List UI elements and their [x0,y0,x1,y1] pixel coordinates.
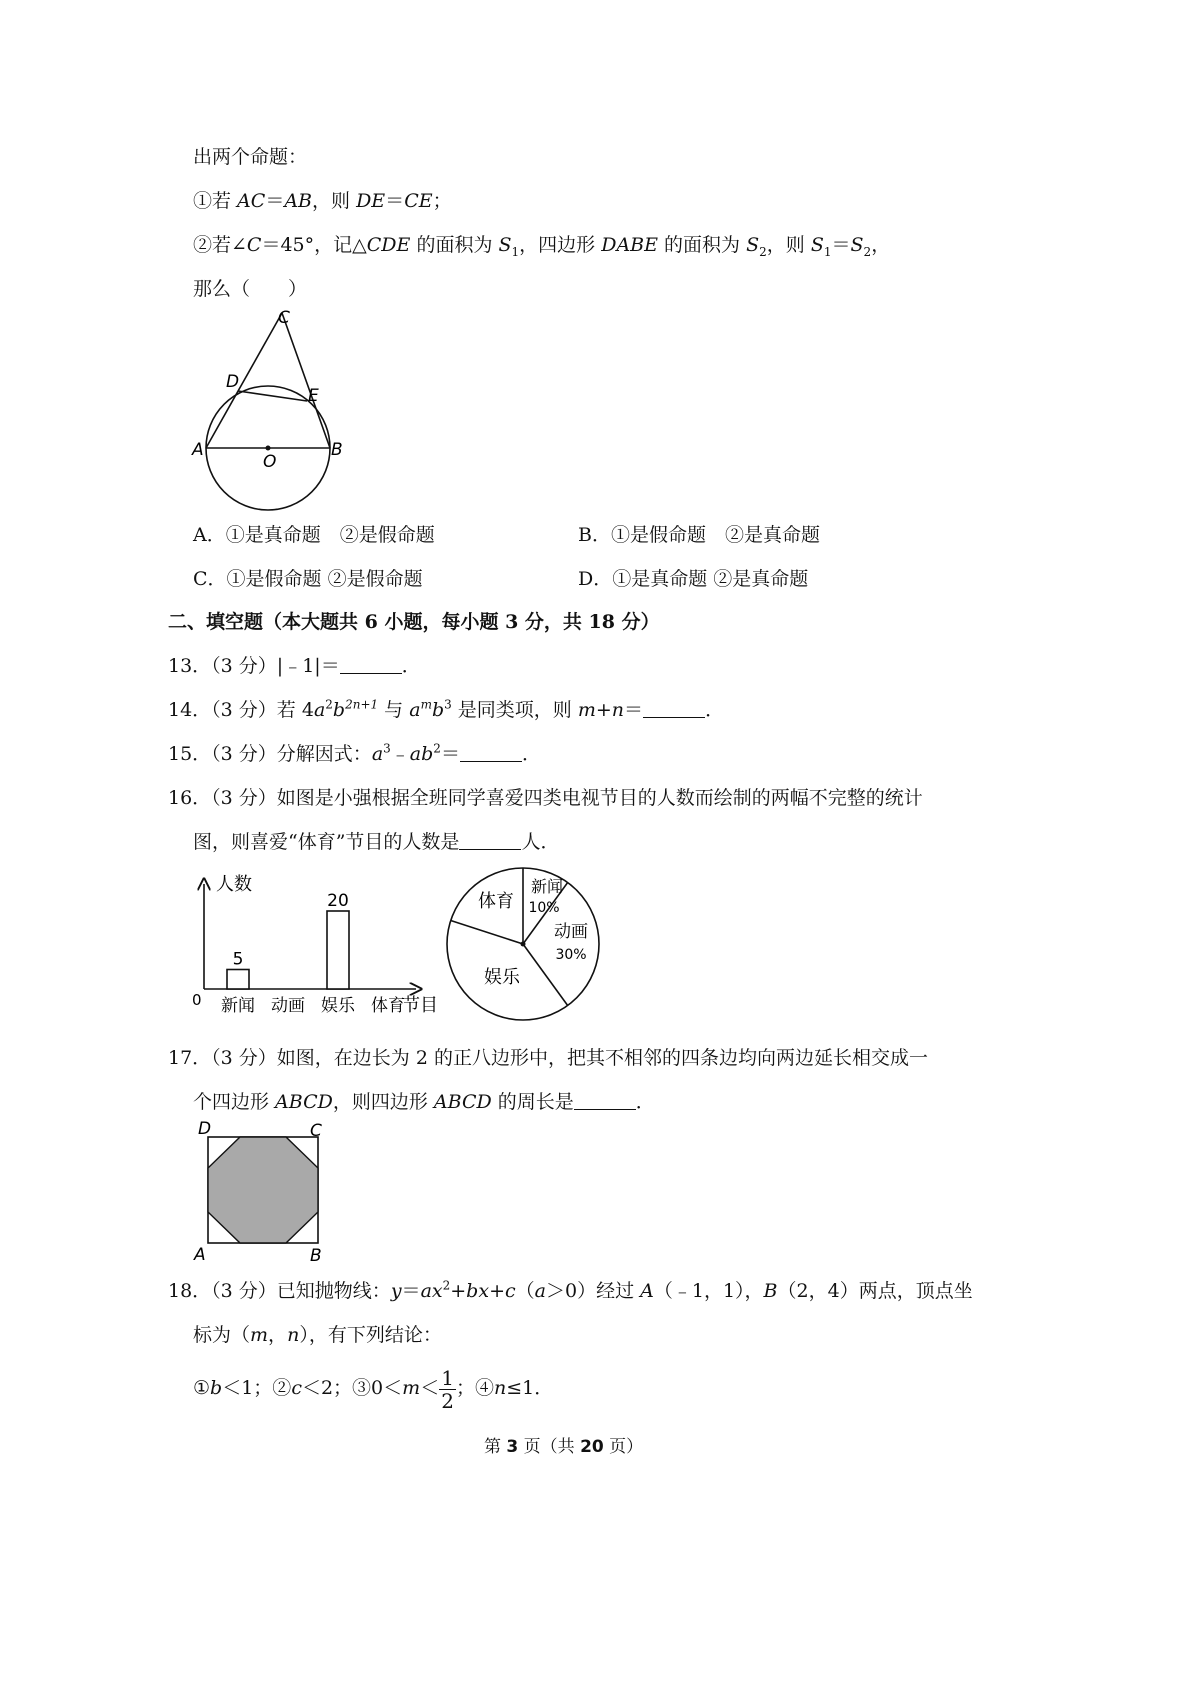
q18-l3-m: m [402,1377,421,1399]
pie-slice-label-3: 体育 [478,891,514,912]
q17-octagon-figure [192,1118,332,1266]
q18-l3-t4: ；④ [455,1377,494,1399]
origin-label: 0 [192,991,202,1009]
q18-line2 [193,1322,442,1348]
q18-point-b: B [763,1280,778,1302]
q15-eq: ＝ [440,743,460,765]
q16-bar-chart [188,868,448,1018]
q17-line2 [193,1089,655,1115]
fraction-numerator: 1 [441,1365,454,1390]
p2-s2b: S [850,234,864,256]
footer-c: 页） [603,1437,644,1457]
q14-b2-sup: 3 [444,697,452,712]
q18-l3-t1: ＜1；② [222,1377,292,1399]
fraction-one-half [439,1367,456,1412]
p2-s2: S [746,234,760,256]
q18-l2a: 标为（ [193,1324,251,1346]
option-a: A．①是真命题 ②是假命题 [193,524,435,546]
q14-a-sup: 2 [325,697,333,712]
p2-t1: 的面积为 [410,234,499,256]
page-footer [484,1434,643,1460]
q14 [168,697,724,723]
q14-a2: a [409,699,421,721]
q18-cond-a: a [534,1280,546,1302]
q16-line1: 16．（3 分）如图是小强根据全班同学喜爱四类电视节目的人数而绘制的两幅不完整的统计 [168,787,923,809]
y-axis-label: 人数 [216,874,252,895]
p2-s2-sub: 2 [759,244,767,259]
q12-proposition-2 [193,232,890,258]
p2-deg: ＝45°，记△ [261,234,367,256]
p2-t3: 的面积为 [658,234,747,256]
q18-n: n [287,1324,300,1346]
q12-intro: 出两个命题： [193,146,308,168]
q14-b: b [332,699,346,721]
q18-line3 [193,1366,553,1412]
label-d: D [198,1119,212,1139]
q18-cond-open: （ [515,1280,535,1302]
q15-ab-sup: 2 [433,741,441,756]
q18-b-coord: （2，4）两点，顶点坐 [777,1280,973,1302]
q18-ax: ax [420,1280,443,1302]
label-a: A [194,1245,206,1265]
q18-l3-b: b [210,1377,223,1399]
q17-line1: 17．（3 分）如图，在边长为 2 的正八边形中，把其不相邻的四条边均向两边延长相交成一 [168,1047,928,1069]
answer-blank [643,699,705,718]
q18-line1 [168,1278,973,1304]
q13-end: ． [401,655,421,677]
label-c: C [310,1121,322,1141]
q18-l3-t5: ≤1． [506,1377,554,1399]
bar-value-label-2: 20 [327,891,349,911]
q13 [168,653,421,679]
q14-a2-sup: m [420,697,432,712]
bar-0 [227,970,249,990]
q18-point-a: A [640,1280,654,1302]
answer-blank [459,831,521,850]
pie-divider-3 [451,921,523,944]
segment-bc [282,313,330,448]
pie-slice-label-1: 动画 [554,922,588,942]
p2-eq: ＝ [831,234,851,256]
p2-s2b-sub: 2 [863,244,872,259]
answer-blank [340,655,402,674]
answer-blank [460,743,522,762]
q14-mn: m+n [577,699,625,721]
option-b: B．①是假命题 ②是真命题 [578,524,820,546]
q18-bx: bx [466,1280,490,1302]
q14-text: 14．（3 分）若 4 [168,699,314,721]
label-a: A [192,440,204,460]
q15-end: ． [521,743,541,765]
pie-slice-label-0: 新闻 [530,877,564,896]
q18-l3-t3: ＜ [420,1377,440,1399]
q16-line2 [193,829,559,855]
q15-a: a [371,743,384,765]
q16-line2b: 人． [521,831,560,853]
p1-de: DE [356,190,386,212]
q17-l2b: ，则四边形 [332,1091,434,1113]
q17-end: ． [635,1091,655,1113]
p1-mark: ①若 [193,190,238,212]
q15-ab: ab [409,743,434,765]
page-total: 20 [580,1437,604,1457]
pie-center [521,942,526,947]
fraction-denominator: 2 [441,1388,454,1413]
p1-eq2: ＝ [385,190,405,212]
label-b: B [331,440,343,460]
q14-eq: ＝ [624,699,644,721]
q18-c: c [504,1280,516,1302]
p2-s1b: S [810,234,824,256]
p1-eq: ＝ [265,190,285,212]
label-o: O [263,452,277,472]
q18-l2b: ），有下列结论： [299,1324,442,1346]
q17-l2c: 的周长是 [491,1091,574,1113]
q15-text: 15．（3 分）分解因式： [168,743,372,765]
q15-minus: ﹣ [390,743,410,765]
q17-l2a: 个四边形 [193,1091,276,1113]
label-c: C [278,308,290,328]
category-label-0: 新闻 [221,996,255,1016]
q18-l3-c: c [291,1377,302,1399]
section-2-heading: 二、填空题（本大题共 6 小题，每小题 3 分，共 18 分） [168,611,660,633]
p1-ce: CE [404,190,433,212]
q18-plus2: + [489,1280,505,1302]
segment-ac [206,313,282,448]
pie-slice-percent-1: 30% [555,947,587,963]
p2-mark: ②若∠ [193,234,247,256]
category-label-1: 动画 [271,996,305,1016]
label-d: D [226,372,240,392]
footer-a: 第 [484,1437,507,1457]
x-axis-label: 节目 [402,995,438,1016]
q14-a: a [313,699,326,721]
q18-l3-n: n [493,1377,507,1399]
p1-ab: AB [284,190,313,212]
q12-ask: 那么（ ） [193,278,308,300]
q18-comma: ， [268,1324,288,1346]
label-b: B [310,1246,322,1266]
p2-end: ， [871,234,891,256]
q14-t2: 是同类项，则 [451,699,578,721]
q14-b2: b [431,699,445,721]
q18-plus1: + [450,1280,467,1302]
p1-ac: AC [237,190,266,212]
q17-abcd: ABCD [275,1091,333,1113]
q18-cond-rest: ＞0）经过 [545,1280,641,1302]
p1-end: ； [432,190,452,212]
q12-proposition-1 [193,188,452,214]
center-dot [266,446,271,451]
p2-cde: CDE [366,234,411,256]
category-label-3: 体育 [371,996,405,1016]
q13-text: 13．（3 分）|﹣1|＝ [168,655,340,677]
p1-then: ，则 [312,190,357,212]
q15-a-sup: 3 [383,741,391,756]
p2-s1-sub: 1 [511,244,520,259]
q14-end: ． [705,699,725,721]
category-label-2: 娱乐 [321,996,355,1016]
q18-eq: ＝ [401,1280,421,1302]
q14-b-sup: 2n+1 [345,697,379,712]
p2-t4: ，则 [766,234,811,256]
answer-blank [574,1091,636,1110]
q18-ax-sup: 2 [442,1278,451,1293]
q12-circle-figure [190,305,360,515]
bar-value-label-0: 5 [232,949,244,970]
label-e: E [308,386,319,406]
octagon [208,1137,318,1243]
q16-pie-chart [444,862,604,1026]
q18-l3-c1: ① [193,1377,211,1399]
footer-b: 页（共 [518,1437,581,1457]
q15 [168,741,541,767]
q18-y: y [390,1280,402,1302]
q18-l1a: 18．（3 分）已知抛物线： [168,1280,391,1302]
p2-angle-c: C [246,234,262,256]
p2-t2: ，四边形 [519,234,602,256]
q18-l3-t2: ＜2；③0＜ [301,1377,403,1399]
pie-slice-label-2: 娱乐 [484,967,520,988]
p2-s1b-sub: 1 [823,244,832,259]
q17-abcd2: ABCD [433,1091,492,1113]
bar-2 [327,911,349,989]
p2-dabe: DABE [601,234,659,256]
option-d: D．①是真命题 ②是真命题 [578,568,809,590]
option-c: C．①是假命题 ②是假命题 [193,568,423,590]
q18-m: m [250,1324,269,1346]
p2-s1: S [498,234,512,256]
pie-slice-percent-0: 10% [528,900,560,916]
q16-line2a: 图，则喜爱“体育”节目的人数是 [193,831,460,853]
page-number: 3 [506,1437,519,1457]
q14-t1: 与 [378,699,410,721]
q18-a-coord: （﹣1，1）， [653,1280,764,1302]
